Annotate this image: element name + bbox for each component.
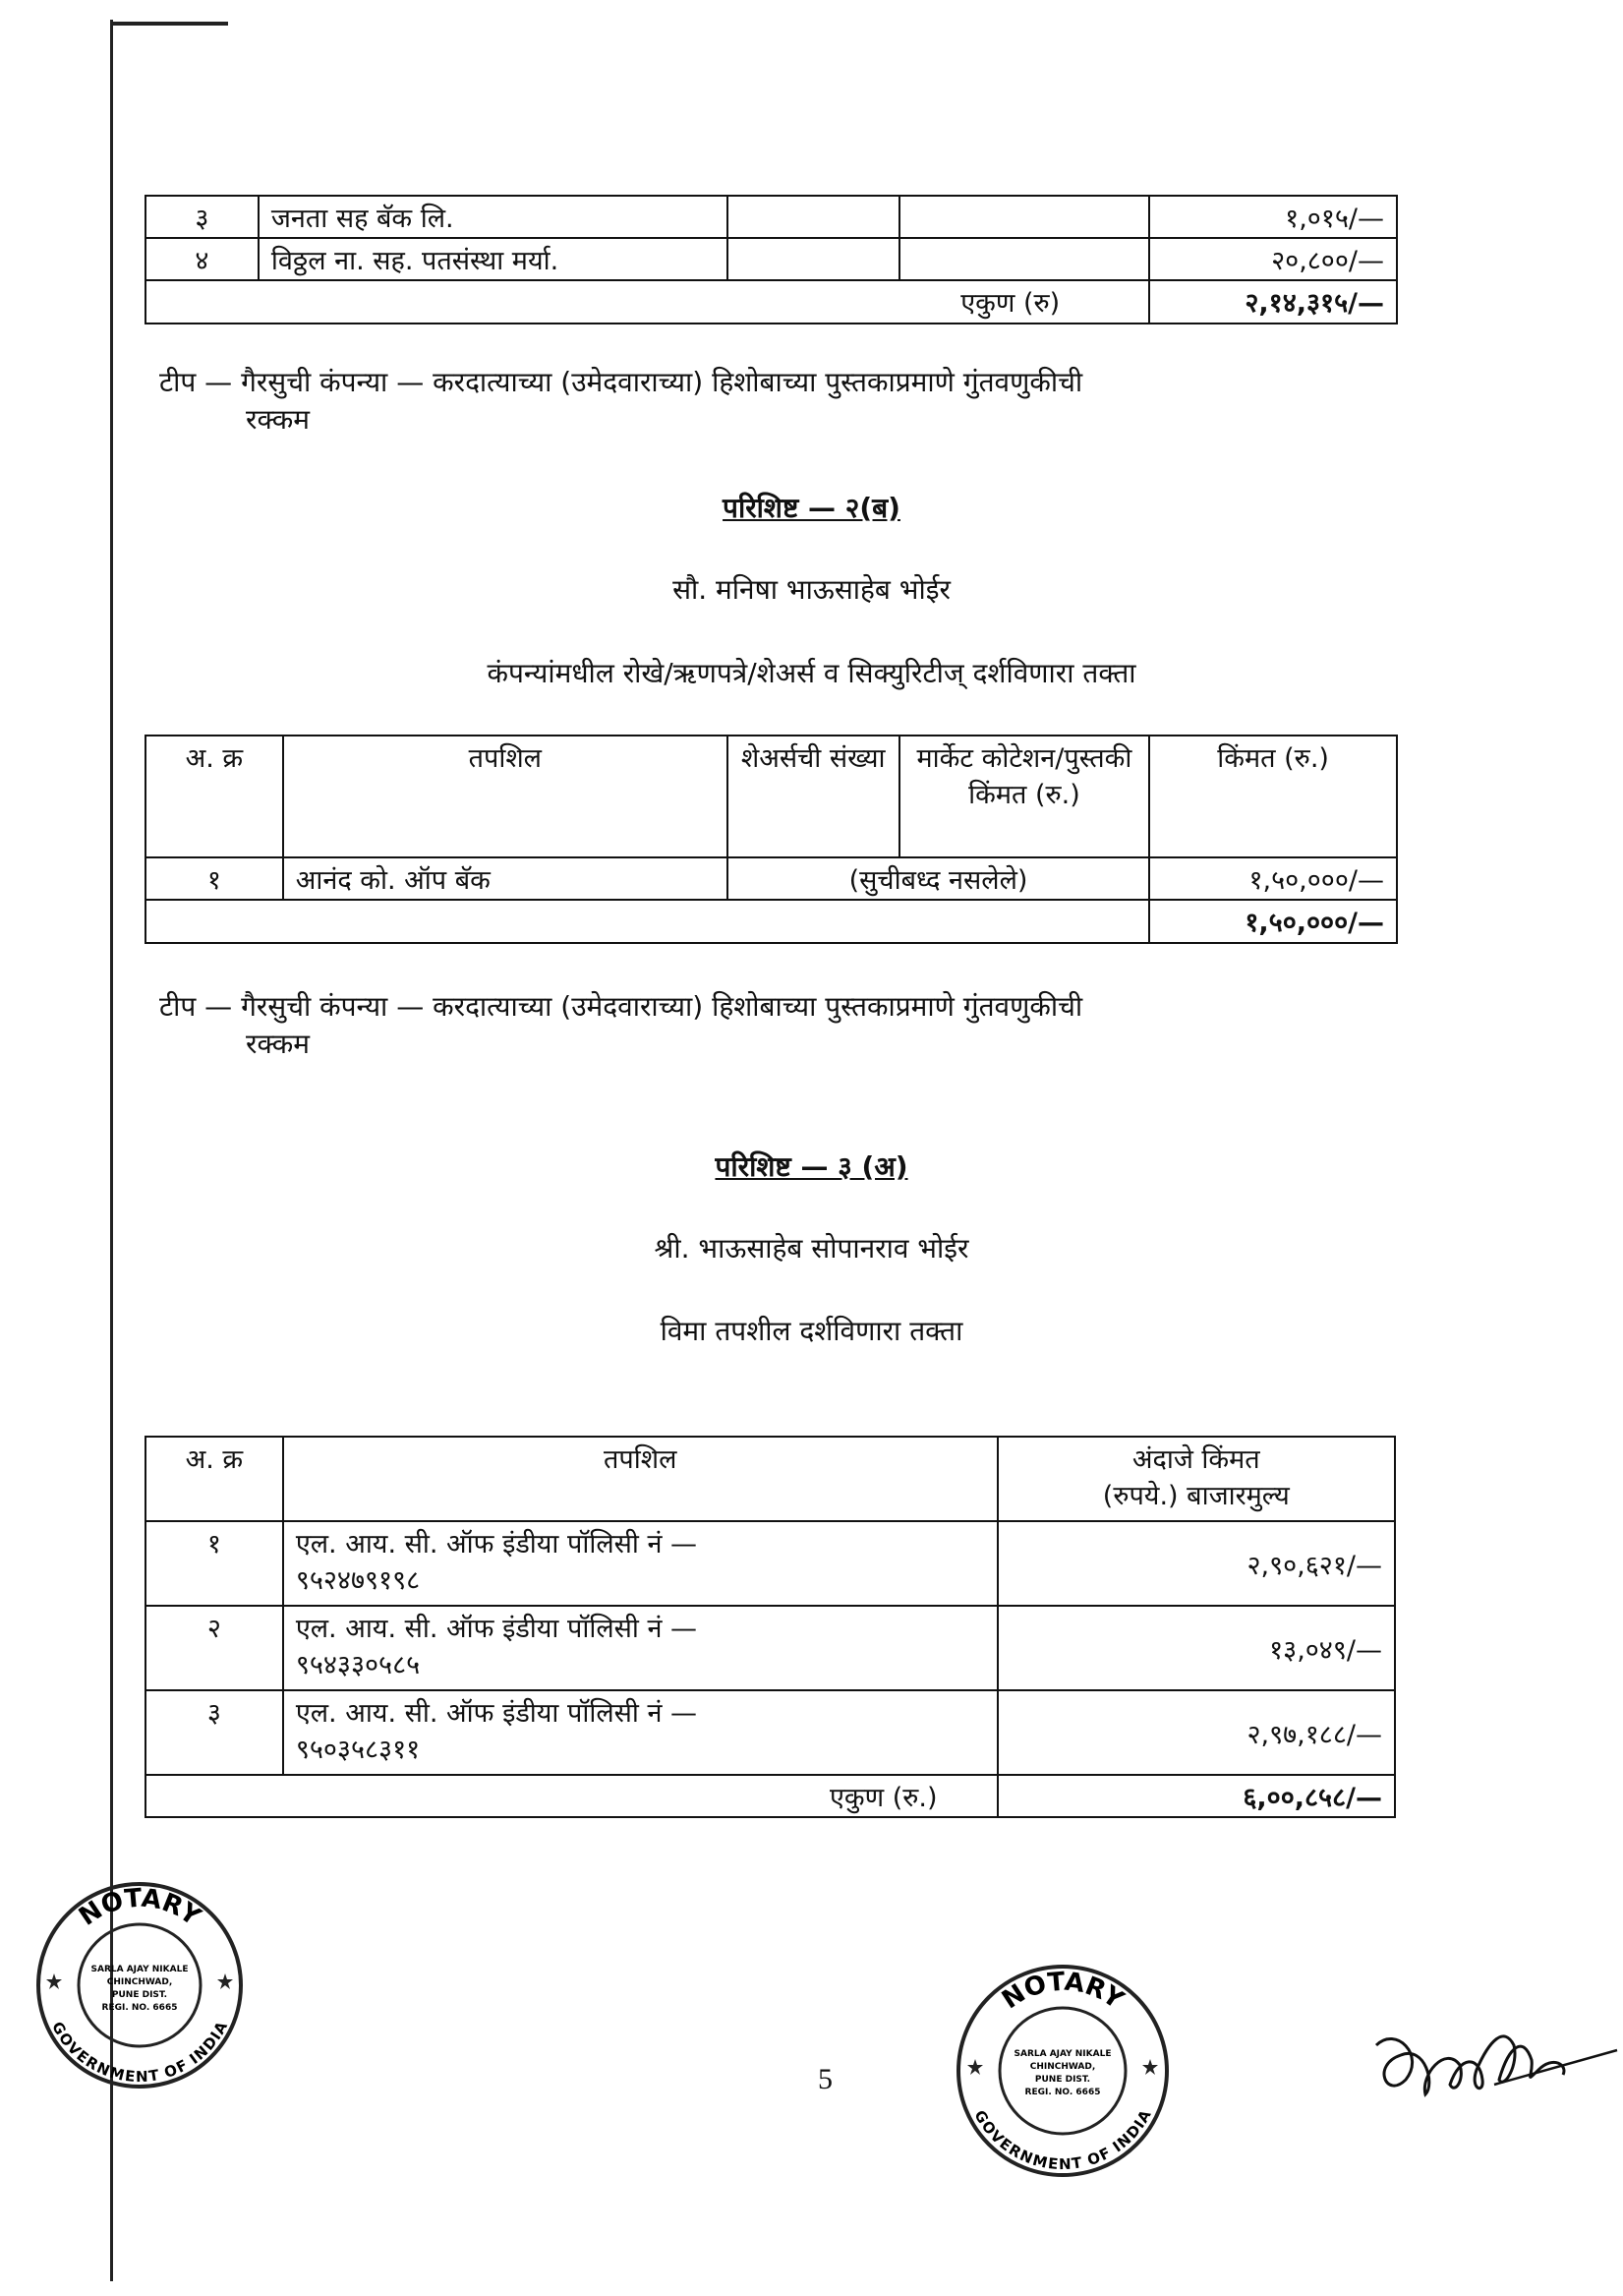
section-subtitle: कंपन्यांमधील रोखे/ऋणपत्रे/शेअर्स व सिक्युरिटीज् दर्शविणारा तक्ता bbox=[487, 657, 1136, 689]
row-detail: एल. आय. सी. ऑफ इंडीया पॉलिसी नं — ९५२४७९१९८ bbox=[283, 1521, 998, 1606]
page-number: 5 bbox=[818, 2063, 833, 2095]
total-value: १,५०,०००/— bbox=[1149, 900, 1397, 943]
table-row bbox=[145, 1690, 1395, 1775]
section-heading: परिशिष्ट — ३ (अ) bbox=[715, 1150, 908, 1183]
row-detail: एल. आय. सी. ऑफ इंडीया पॉलिसी नं — ९५०३५८३११ bbox=[283, 1690, 998, 1775]
svg-text:CHINCHWAD,: CHINCHWAD, bbox=[1029, 2062, 1096, 2072]
person-name: सौ. मनिषा भाऊसाहेब भोईर bbox=[672, 573, 951, 606]
total-label: एकुण (रु.) bbox=[145, 1775, 998, 1817]
scan-edge-top bbox=[110, 22, 228, 26]
row-detail: एल. आय. सी. ऑफ इंडीया पॉलिसी नं — ९५४३३०५८५ bbox=[283, 1606, 998, 1690]
stamp-bottom-text: GOVERNMENT OF INDIA bbox=[47, 2019, 232, 2087]
row-amount: १,५०,०००/— bbox=[1149, 857, 1397, 900]
svg-text:NOTARY: NOTARY bbox=[997, 1967, 1130, 2016]
row-amount: १३,०४९/— bbox=[998, 1606, 1395, 1690]
total-label: एकुण (रु) bbox=[145, 280, 1149, 324]
table-row bbox=[145, 1521, 1395, 1606]
row-amount: २,९७,१८८/— bbox=[998, 1690, 1395, 1775]
section-subtitle: विमा तपशील दर्शविणारा तक्ता bbox=[660, 1315, 963, 1347]
svg-text:GOVERNMENT OF INDIA: GOVERNMENT OF INDIA bbox=[970, 2107, 1155, 2174]
bank-investments-table bbox=[145, 195, 1398, 324]
signature bbox=[1366, 1986, 1622, 2114]
star-icon bbox=[1142, 2059, 1158, 2075]
star-icon bbox=[217, 1973, 233, 1989]
header-row bbox=[145, 1437, 1395, 1521]
svg-text:REGI. NO. 6665: REGI. NO. 6665 bbox=[1024, 2088, 1101, 2097]
header-cell: तपशिल bbox=[283, 1437, 998, 1521]
policy-number: ९५४३३०५८५ bbox=[295, 1650, 421, 1680]
row-amount: १,०१५/— bbox=[1149, 196, 1397, 238]
star-icon bbox=[967, 2059, 983, 2075]
note: टीप — गैरसुची कंपन्या — करदात्याच्या (उमेदवाराच्या) हिशोबाच्या पुस्तकाप्रमाणे गुंतवणुकीची रक्कम bbox=[159, 366, 1083, 436]
row-number: ४ bbox=[145, 238, 259, 280]
policy-number: ९५२४७९१९८ bbox=[295, 1565, 421, 1596]
insurance-table bbox=[145, 1436, 1396, 1818]
row-detail: जनता सह बॅक लि. bbox=[259, 196, 727, 238]
total-row bbox=[145, 900, 1397, 943]
total-row bbox=[145, 1775, 1395, 1817]
row-detail: आनंद को. ऑप बॅक bbox=[283, 857, 727, 900]
row-amount: २,९०,६२१/— bbox=[998, 1521, 1395, 1606]
header-cell: तपशिल bbox=[283, 736, 727, 857]
policy-number: ९५०३५८३११ bbox=[295, 1735, 421, 1765]
table-row bbox=[145, 1606, 1395, 1690]
star-icon bbox=[46, 1973, 62, 1989]
header-cell: अ. क्र bbox=[145, 1437, 283, 1521]
row-number: ३ bbox=[145, 1690, 283, 1775]
table-row bbox=[145, 857, 1397, 900]
header-cell: अ. क्र bbox=[145, 736, 283, 857]
total-row bbox=[145, 280, 1397, 324]
total-value: २,१४,३१५/— bbox=[1149, 280, 1397, 324]
row-number: १ bbox=[145, 857, 283, 900]
svg-text:GOVERNMENT OF INDIA bbox=[48, 2019, 231, 2086]
row-number: २ bbox=[145, 1606, 283, 1690]
svg-text:SARLA AJAY NIKALE: SARLA AJAY NIKALE bbox=[1014, 2049, 1112, 2059]
svg-text:PUNE DIST.: PUNE DIST. bbox=[111, 1990, 168, 2000]
row-amount: २०,८००/— bbox=[1149, 238, 1397, 280]
notary-stamp-left bbox=[34, 1880, 246, 2091]
table-row bbox=[145, 196, 1397, 238]
total-value: ६,००,८५८/— bbox=[998, 1775, 1395, 1817]
svg-text:REGI. NO. 6665: REGI. NO. 6665 bbox=[101, 2003, 178, 2013]
person-name: श्री. भाऊसाहेब सोपानराव भोईर bbox=[654, 1232, 969, 1265]
header-cell: मार्केट कोटेशन/पुस्तकी किंमत (रु.) bbox=[899, 736, 1150, 857]
svg-text:CHINCHWAD,: CHINCHWAD, bbox=[106, 1977, 173, 1987]
header-cell: किंमत (रु.) bbox=[1149, 736, 1397, 857]
section-heading: परिशिष्ट — २(ब) bbox=[723, 492, 900, 524]
header-cell: शेअर्सची संख्या bbox=[727, 736, 899, 857]
header-row bbox=[145, 736, 1397, 857]
note: टीप — गैरसुची कंपन्या — करदात्याच्या (उमेदवाराच्या) हिशोबाच्या पुस्तकाप्रमाणे गुंतवणुकीची रक्कम bbox=[159, 990, 1083, 1060]
securities-table bbox=[145, 735, 1398, 944]
header-cell: अंदाजे किंमत (रुपये.) बाजारमुल्य bbox=[998, 1437, 1395, 1521]
row-number: १ bbox=[145, 1521, 283, 1606]
svg-text:SARLA AJAY NIKALE: SARLA AJAY NIKALE bbox=[90, 1965, 189, 1974]
row-number: ३ bbox=[145, 196, 259, 238]
stamp-top-text: NOTARY bbox=[74, 1883, 206, 1932]
row-listing: (सुचीबध्द नसलेले) bbox=[727, 857, 1149, 900]
notary-stamp-right bbox=[954, 1962, 1172, 2180]
svg-text:PUNE DIST.: PUNE DIST. bbox=[1034, 2075, 1091, 2085]
table-row bbox=[145, 238, 1397, 280]
row-detail: विठ्ठल ना. सह. पतसंस्था मर्या. bbox=[259, 238, 727, 280]
